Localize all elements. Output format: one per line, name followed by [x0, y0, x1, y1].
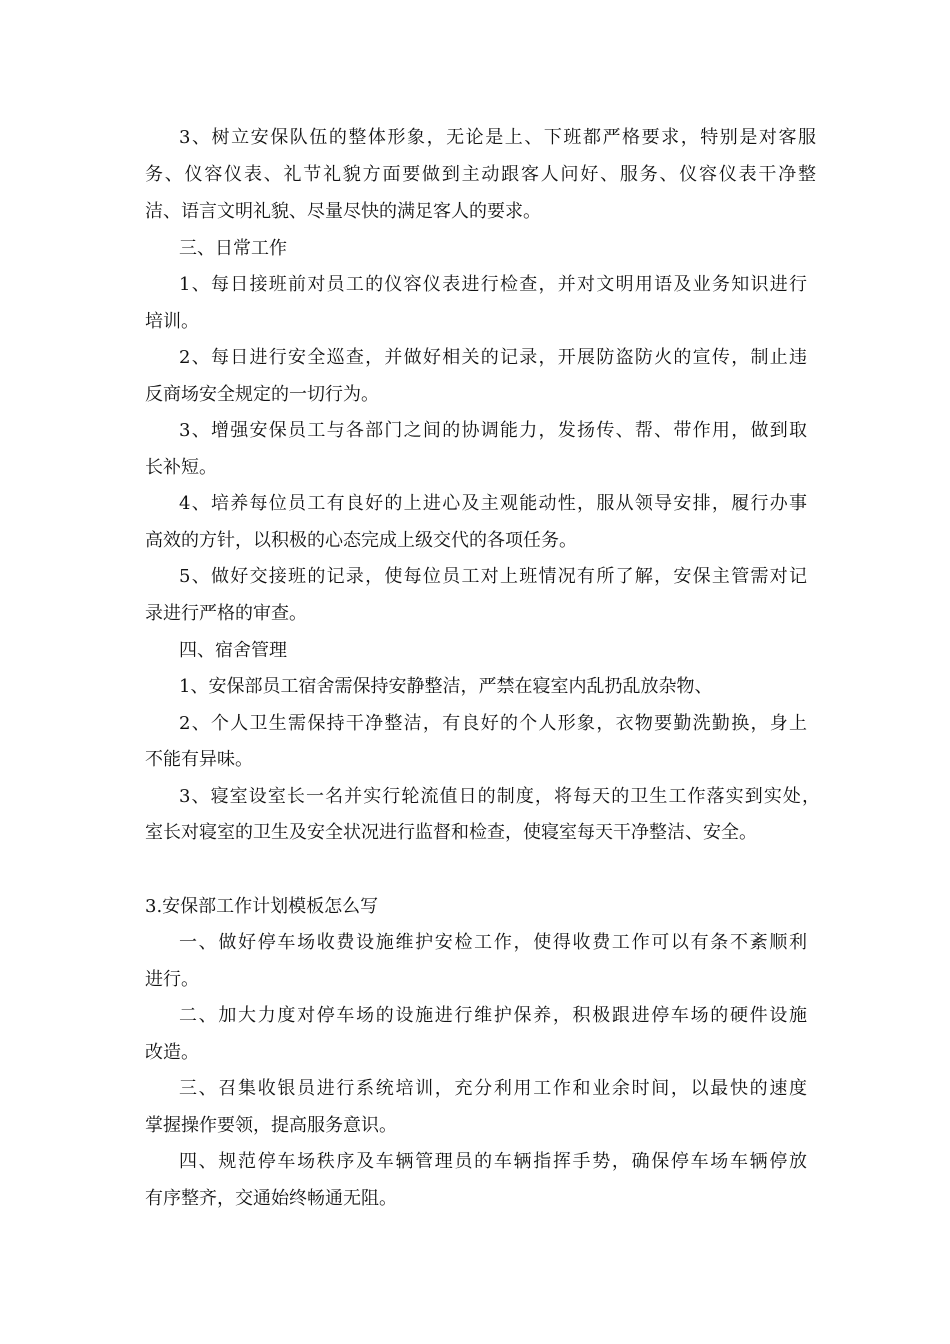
paragraph-line: 务、仪容仪表、礼节礼貌方面要做到主动跟客人问好、服务、仪容仪表干净整: [145, 164, 816, 185]
section-heading: 四、宿舍管理: [179, 640, 287, 661]
paragraph-line: 5、做好交接班的记录，使每位员工对上班情况有所了解，安保主管需对记: [179, 566, 807, 587]
paragraph-line: 培训。: [145, 311, 199, 332]
paragraph-line: 长补短。: [145, 457, 217, 478]
paragraph-line: 不能有异味。: [145, 749, 253, 770]
paragraph-line: 高效的方针，以积极的心态完成上级交代的各项任务。: [145, 530, 577, 551]
paragraph-line: 录进行严格的审查。: [145, 603, 307, 624]
paragraph-line: 改造。: [145, 1042, 199, 1063]
section-title: 3.安保部工作计划模板怎么写: [145, 896, 379, 917]
paragraph-line: 三、召集收银员进行系统培训，充分利用工作和业余时间，以最快的速度: [179, 1078, 807, 1099]
paragraph-line: 有序整齐，交通始终畅通无阻。: [145, 1188, 397, 1209]
paragraph-line: 3、增强安保员工与各部门之间的协调能力，发扬传、帮、带作用，做到取: [179, 420, 807, 441]
paragraph-line: 1、安保部员工宿舍需保持安静整洁，严禁在寝室内乱扔乱放杂物、: [179, 676, 713, 697]
paragraph-line: 3、树立安保队伍的整体形象，无论是上、下班都严格要求，特别是对客服: [179, 127, 816, 148]
paragraph-line: 3、寝室设室长一名并实行轮流值日的制度，将每天的卫生工作落实到实处，: [179, 786, 820, 807]
paragraph-line: 四、规范停车场秩序及车辆管理员的车辆指挥手势，确保停车场车辆停放: [179, 1151, 807, 1172]
paragraph-line: 二、加大力度对停车场的设施进行维护保养，积极跟进停车场的硬件设施: [179, 1005, 807, 1026]
paragraph-line: 反商场安全规定的一切行为。: [145, 384, 379, 405]
paragraph-line: 进行。: [145, 969, 199, 990]
paragraph-line: 1、每日接班前对员工的仪容仪表进行检查，并对文明用语及业务知识进行: [179, 274, 807, 295]
paragraph-line: 洁、语言文明礼貌、尽量尽快的满足客人的要求。: [145, 201, 541, 222]
paragraph-line: 2、每日进行安全巡查，并做好相关的记录，开展防盗防火的宣传，制止违: [179, 347, 807, 368]
section-heading: 三、日常工作: [179, 238, 287, 259]
paragraph-line: 掌握操作要领，提高服务意识。: [145, 1115, 397, 1136]
paragraph-line: 2、个人卫生需保持干净整洁，有良好的个人形象，衣物要勤洗勤换，身上: [179, 713, 807, 734]
paragraph-line: 一、做好停车场收费设施维护安检工作，使得收费工作可以有条不紊顺利: [179, 932, 807, 953]
paragraph-line: 4、培养每位员工有良好的上进心及主观能动性，服从领导安排，履行办事: [179, 493, 807, 514]
paragraph-line: 室长对寝室的卫生及安全状况进行监督和检查，使寝室每天干净整洁、安全。: [145, 822, 757, 843]
